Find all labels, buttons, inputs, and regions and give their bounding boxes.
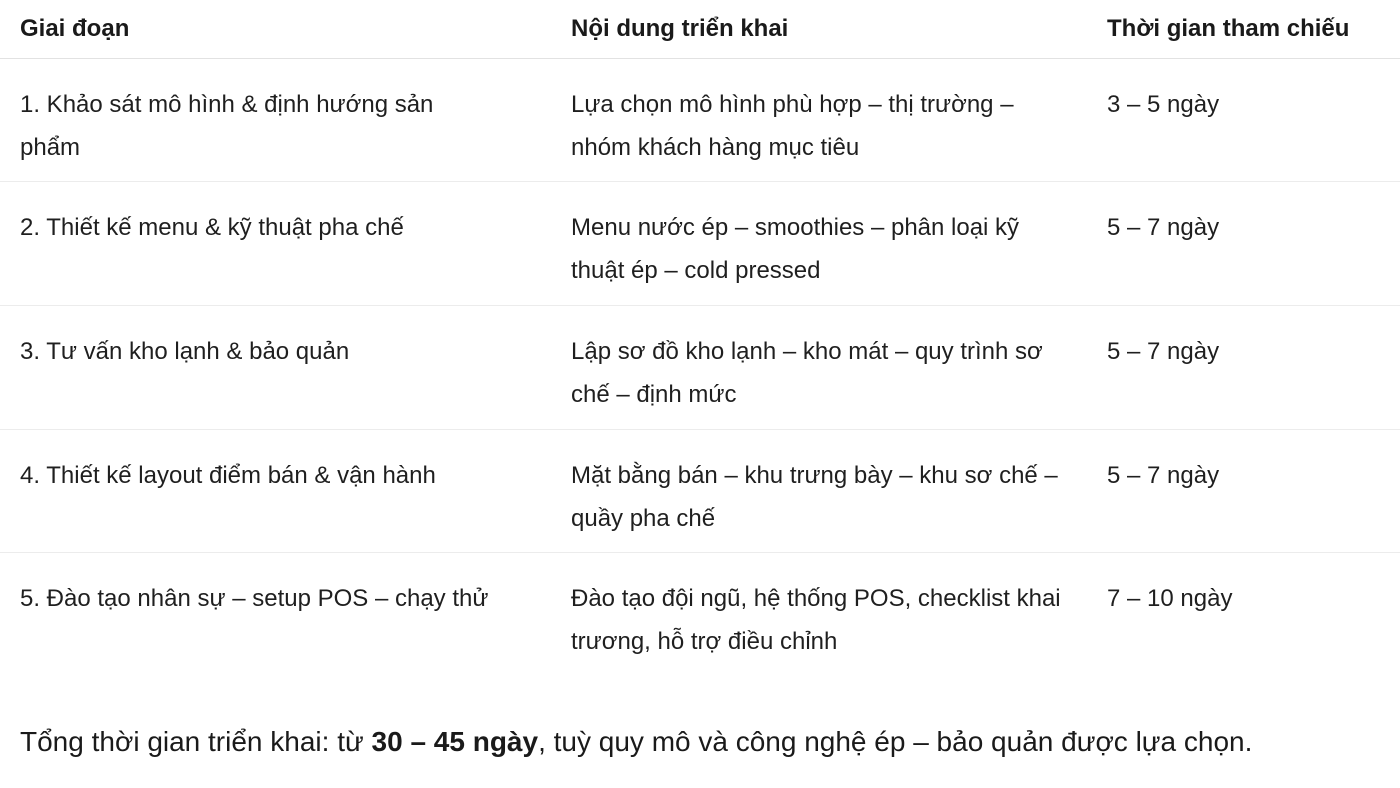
summary-text [20,720,1390,764]
table-row [0,306,1400,430]
content-cell: Lựa chọn mô hình phù hợp – thị trường – nhóm khách hàng mục tiêu [571,91,1014,161]
table-row [0,553,1400,677]
phase-cell: 2. Thiết kế menu & kỹ thuật pha chế [20,214,404,241]
content-cell: Menu nước ép – smoothies – phân loại kỹ thuật ép – cold pressed [571,214,1020,284]
duration-cell: 5 – 7 ngày [1107,214,1220,241]
table-row [0,59,1400,182]
summary-suffix: , tuỳ quy mô và công nghệ ép – bảo quản được lựa chọn. [538,726,1253,757]
header-duration: Thời gian tham chiếu [1107,15,1350,42]
table-row [0,182,1400,306]
table-row [0,430,1400,553]
duration-cell: 5 – 7 ngày [1107,462,1220,489]
duration-cell: 5 – 7 ngày [1107,338,1220,365]
content-cell: Lập sơ đồ kho lạnh – kho mát – quy trình sơ chế – định mức [571,338,1043,408]
content-cell: Đào tạo đội ngũ, hệ thống POS, checklist khai trương, hỗ trợ điều chỉnh [571,585,1061,655]
header-phase: Giai đoạn [20,15,130,42]
duration-cell: 7 – 10 ngày [1107,585,1233,612]
summary-highlight: 30 – 45 ngày [371,726,539,757]
phase-cell: 1. Khảo sát mô hình & định hướng sản phẩm [20,91,434,161]
phase-cell: 4. Thiết kế layout điểm bán & vận hành [20,462,436,489]
header-content: Nội dung triển khai [571,15,789,42]
duration-cell: 3 – 5 ngày [1107,91,1220,118]
summary-prefix: Tổng thời gian triển khai: từ [20,726,372,757]
content-cell: Mặt bằng bán – khu trưng bày – khu sơ chế – quầy pha chế [571,462,1058,532]
phase-cell: 3. Tư vấn kho lạnh & bảo quản [20,338,350,365]
table-header-row [0,0,1400,59]
phase-cell: 5. Đào tạo nhân sự – setup POS – chạy thử [20,585,489,612]
